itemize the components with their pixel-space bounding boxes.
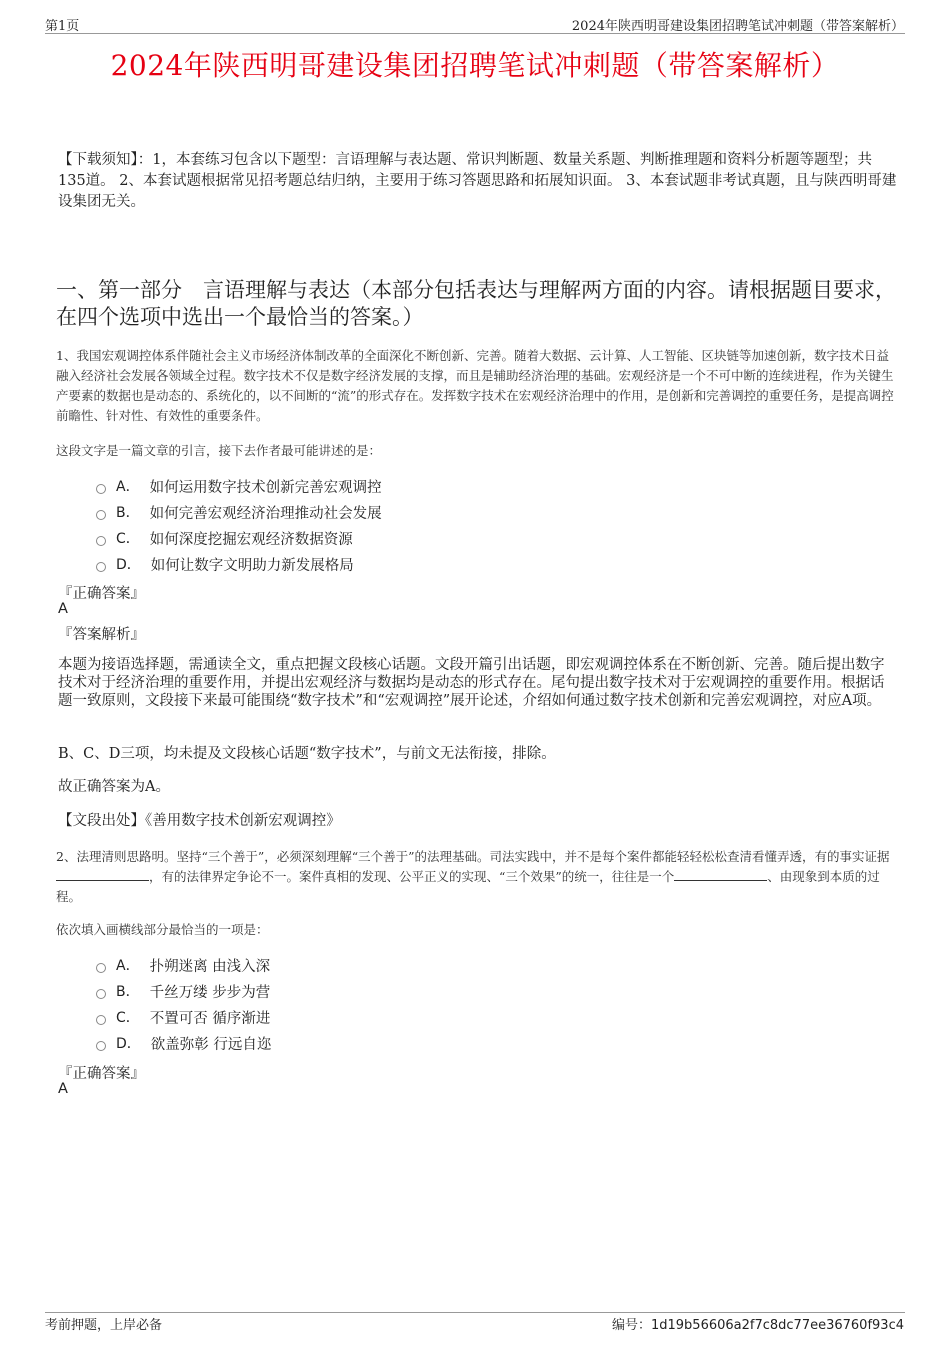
q1-passage: 1、我国宏观调控体系伴随社会主义市场经济体制改革的全面深化不断创新、完善。随着大数据、云计算、人工智能、区块链等加速创新，数字技术日益融入经济社会发展各领域全过程。数字技术不仅是数字经济发展的支撑，而且是辅助经济治理的基础。宏观经济是一个不可中断的连续进程，作为关键生产要素的数据也是动态的、系统化的，以不间断的“流”的形式存在。发挥数字技术在宏观经济治理中的作用，是创新和完善调控的重要任务，是提高调控前瞻性、针对性、有效性的重要条件。	[56, 348, 894, 423]
q2-option-a[interactable]: A． 扑朔迷离 由浅入深	[96, 952, 271, 978]
q2-answer: A	[58, 1081, 68, 1097]
document-title: 2024年陕西明哥建设集团招聘笔试冲刺题（带答案解析）	[110, 49, 840, 82]
q1-option-a[interactable]: A． 如何运用数字技术创新完善宏观调控	[96, 473, 382, 499]
q2-answer-label: 『正确答案』	[58, 1066, 145, 1082]
fill-blank-2[interactable]	[674, 868, 767, 881]
footer-divider	[45, 1312, 905, 1313]
q1-prompt: 这段文字是一篇文章的引言，接下去作者最可能讲述的是：	[56, 443, 382, 458]
header-divider	[45, 33, 905, 34]
q2-option-c[interactable]: C． 不置可否 循序渐进	[96, 1004, 271, 1030]
q1-source: 【文段出处】《善用数字技术创新宏观调控》	[58, 813, 341, 829]
q1-options	[96, 473, 382, 577]
document-code: 编号：1d19b56606a2f7c8dc77ee36760f93c4	[611, 1318, 904, 1333]
q1-option-c[interactable]: C． 如何深度挖掘宏观经济数据资源	[96, 525, 382, 551]
radio-icon[interactable]	[96, 484, 106, 494]
q2-prompt: 依次填入画横线部分最恰当的一项是：	[56, 922, 269, 937]
q1-answer-label: 『正确答案』	[58, 586, 145, 602]
q1-analysis-paragraph-3: 故正确答案为A。	[58, 779, 170, 795]
q1-analysis-label: 『答案解析』	[58, 627, 145, 643]
q1-answer: A	[58, 601, 68, 617]
fill-blank-1[interactable]	[56, 868, 149, 881]
section-heading: 一、第一部分 言语理解与表达（本部分包括表达与理解两方面的内容。请根据题目要求，在四个选项中选出一个最恰当的答案。）	[56, 278, 896, 329]
q1-option-b[interactable]: B． 如何完善宏观经济治理推动社会发展	[96, 499, 382, 525]
radio-icon[interactable]	[96, 562, 106, 572]
download-notice: 【下载须知】：1，本套练习包含以下题型：言语理解与表达题、常识判断题、数量关系题、判断推理题和资料分析题等题型；共135道。 2、本套试题根据常见招考题总结归纳，主要用于练习答题思路和拓展知识面。 3、本套试题非考试真题，且与陕西明哥建设集团无关。	[58, 152, 897, 210]
page-number: 第1页	[45, 19, 80, 34]
radio-icon[interactable]	[96, 536, 106, 546]
radio-icon[interactable]	[96, 1015, 106, 1025]
q1-analysis-paragraph-2: B、C、D三项，均未提及文段核心话题“数字技术”，与前文无法衔接，排除。	[58, 746, 556, 762]
q2-option-d[interactable]: D． 欲盖弥彰 行远自迩	[96, 1030, 271, 1056]
radio-icon[interactable]	[96, 989, 106, 999]
footer-slogan: 考前押题，上岸必备	[45, 1318, 163, 1333]
radio-icon[interactable]	[96, 963, 106, 973]
running-header-title: 2024年陕西明哥建设集团招聘笔试冲刺题（带答案解析）	[571, 19, 904, 34]
q2-passage: 2、法理清则思路明。坚持“三个善于”，必须深刻理解“三个善于”的法理基础。司法实践中，并不是每个案件都能轻轻松松查清看懂弄透，有的事实证据，有的法律界定争论不一。案件真相的发现、公平正义的实现、“三个效果”的统一，往往是一个 、由现象到本质的过程。	[56, 849, 890, 904]
q1-option-d[interactable]: D． 如何让数字文明助力新发展格局	[96, 551, 382, 577]
radio-icon[interactable]	[96, 1041, 106, 1051]
q2-options	[96, 952, 271, 1056]
q1-analysis-paragraph-1: 本题为接语选择题，需通读全文，重点把握文段核心话题。文段开篇引出话题，即宏观调控体系在不断创新、完善。随后提出数字技术对于经济治理的重要作用，并提出宏观经济与数据均是动态的形式存在。尾句提出数字技术对于宏观调控的重要作用。根据话题一致原则，文段接下来最可能围绕“数字技术”和“宏观调控”展开论述，介绍如何通过数字技术创新和完善宏观调控，对应A项。	[58, 657, 885, 709]
q2-option-b[interactable]: B． 千丝万缕 步步为营	[96, 978, 271, 1004]
radio-icon[interactable]	[96, 510, 106, 520]
